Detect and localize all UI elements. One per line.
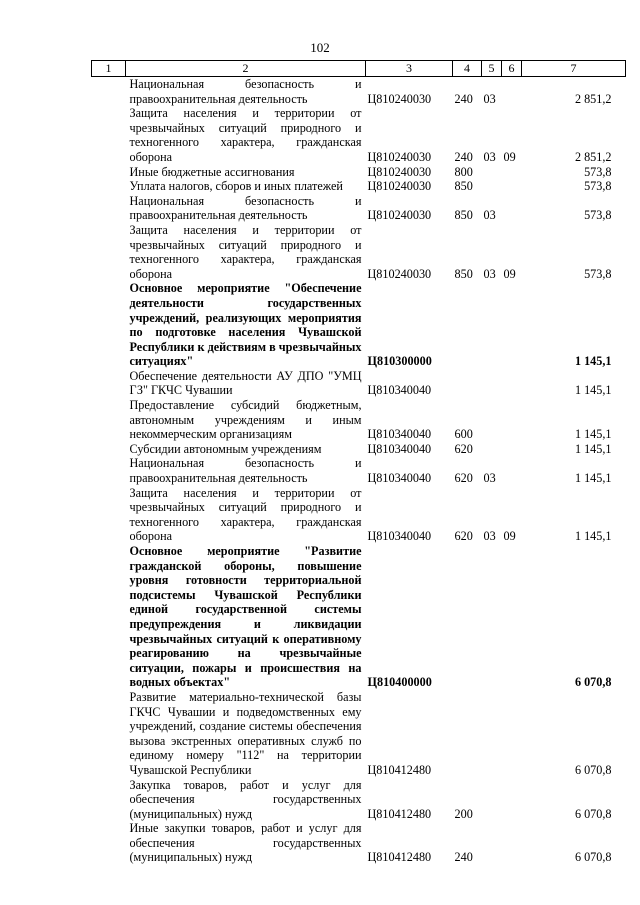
table-row [92,398,626,442]
table-row [92,486,626,544]
cell-subsection [502,778,522,822]
cell-col-1 [92,544,126,690]
cell-amount: 573,8 [584,266,612,281]
table-row [92,369,626,398]
cell-section: 03 [483,471,496,486]
cell-col-1 [92,77,126,107]
column-header: 6 [502,61,522,77]
cell-expense-type: 240 [454,149,473,164]
cell-name: Защита населения и территории от чрезвычайных ситуаций природного и техногенного характера, гражданская оборона [129,106,362,164]
cell-amount: 1 145,1 [574,471,612,486]
column-header: 5 [482,61,502,77]
cell-subsection [502,690,522,778]
cell-amount: 2 851,2 [574,149,612,164]
cell-amount: 1 145,1 [574,354,612,369]
table-row [92,179,626,194]
cell-col-1 [92,456,126,485]
cell-section: 03 [483,149,496,164]
cell-expense-type: 240 [454,91,473,106]
cell-target-code: Ц810412480 [367,806,432,821]
cell-subsection [502,194,522,223]
cell-name: Предоставление субсидий бюджетным, автономным учреждениям и иным некоммерческим организациям [129,398,362,442]
cell-amount: 1 145,1 [574,529,612,544]
cell-col-1 [92,281,126,369]
cell-subsection: 09 [503,266,516,281]
budget-table [91,60,626,865]
cell-amount: 2 851,2 [574,91,612,106]
cell-subsection [502,821,522,865]
cell-subsection: 09 [503,149,516,164]
cell-target-code: Ц810340040 [367,471,432,486]
cell-section [482,398,502,442]
cell-amount: 6 070,8 [574,806,612,821]
cell-subsection [502,398,522,442]
cell-amount: 6 070,8 [574,762,612,777]
cell-section [482,690,502,778]
cell-expense-type: 200 [454,806,473,821]
cell-col-1 [92,179,126,194]
cell-expense-type [453,690,482,778]
cell-expense-type: 620 [454,471,473,486]
table-row [92,165,626,180]
cell-amount: 6 070,8 [574,675,612,690]
cell-col-1 [92,778,126,822]
cell-target-code: Ц810240030 [367,266,432,281]
cell-col-1 [92,398,126,442]
table-row [92,778,626,822]
cell-col-1 [92,442,126,457]
cell-section [482,179,502,194]
cell-section: 03 [483,208,496,223]
cell-col-1 [92,486,126,544]
cell-target-code: Ц810240030 [367,179,432,194]
cell-name: Обеспечение деятельности АУ ДПО "УМЦ ГЗ" ГКЧС Чувашии [129,368,362,398]
cell-amount: 573,8 [584,179,612,194]
table-header-row [92,61,626,77]
cell-target-code: Ц810412480 [367,850,432,865]
column-header: 4 [453,61,482,77]
cell-col-1 [92,165,126,180]
cell-amount: 573,8 [584,164,612,179]
cell-col-1 [92,821,126,865]
cell-section: 03 [483,529,496,544]
cell-name: Субсидии автономным учреждениям [129,441,322,456]
cell-expense-type [453,369,482,398]
table-body [92,77,626,866]
cell-section [482,369,502,398]
cell-target-code: Ц810340040 [367,441,432,456]
cell-name: Национальная безопасность и правоохранительная деятельность [129,77,362,106]
cell-expense-type: 620 [454,441,473,456]
cell-section: 03 [483,91,496,106]
cell-expense-type: 850 [454,266,473,281]
cell-section [482,165,502,180]
cell-name: Развитие материально-технической базы ГКЧС Чувашии и подведомственных ему учреждений, создание системы обеспечения вызова экстренных оперативных служб по единому номеру "112" на территории Чувашской Республики [129,689,362,777]
cell-name: Иные закупки товаров, работ и услуг для обеспечения государственных (муниципальных) нужд [129,821,362,865]
cell-expense-type [453,281,482,369]
cell-expense-type [453,544,482,690]
cell-subsection [502,281,522,369]
cell-amount: 573,8 [584,208,612,223]
cell-section [482,778,502,822]
table-row [92,544,626,690]
cell-subsection [502,179,522,194]
cell-section [482,281,502,369]
cell-amount: 6 070,8 [574,850,612,865]
table-row [92,77,626,107]
cell-subsection [502,456,522,485]
cell-col-1 [92,194,126,223]
cell-expense-type: 850 [454,179,473,194]
cell-target-code: Ц810340040 [367,427,432,442]
column-header: 1 [92,61,126,77]
cell-section [482,544,502,690]
cell-expense-type: 600 [454,427,473,442]
cell-name: Основное мероприятие "Обеспечение деятельности государственных учреждений, реализующих мероприятия по подготовке населения Чувашской Республики к действиям в чрезвычайных ситуациях" [129,281,362,369]
cell-name: Защита населения и территории от чрезвычайных ситуаций природного и техногенного характера, гражданская оборона [129,485,362,544]
page-number: 102 [310,40,330,55]
cell-target-code: Ц810340040 [367,529,432,544]
cell-target-code: Ц810340040 [367,383,432,398]
table-row [92,223,626,281]
cell-section [482,821,502,865]
column-header: 2 [126,61,366,77]
cell-subsection [502,544,522,690]
cell-expense-type: 850 [454,208,473,223]
cell-name: Иные бюджетные ассигнования [129,164,295,179]
cell-subsection [502,77,522,107]
cell-amount: 1 145,1 [574,441,612,456]
cell-subsection [502,442,522,457]
table-row [92,442,626,457]
cell-col-1 [92,690,126,778]
column-header: 3 [366,61,453,77]
cell-col-1 [92,106,126,164]
cell-subsection [502,369,522,398]
cell-section: 03 [483,266,496,281]
cell-expense-type: 620 [454,529,473,544]
cell-amount: 1 145,1 [574,427,612,442]
cell-target-code: Ц810240030 [367,149,432,164]
cell-target-code: Ц810240030 [367,91,432,106]
cell-target-code: Ц810300000 [367,354,432,369]
cell-col-1 [92,223,126,281]
cell-target-code: Ц810240030 [367,208,432,223]
cell-subsection: 09 [503,529,516,544]
cell-name: Основное мероприятие "Развитие гражданской обороны, повышение уровня готовности территориальной подсистемы Чувашской Республики единой государственной системы предупреждения и ликвидации чрезвычайных ситуаций к оперативному реагированию на чрезвычайные ситуации, пожары и происшествия на водных объектах" [129,544,362,690]
cell-name: Национальная безопасность и правоохранительная деятельность [129,456,362,486]
table-row [92,821,626,865]
cell-expense-type: 240 [454,850,473,865]
table-row [92,690,626,778]
cell-section [482,442,502,457]
cell-expense-type: 800 [454,164,473,179]
cell-name: Закупка товаров, работ и услуг для обеспечения государственных (муниципальных) нужд [129,777,362,821]
cell-subsection [502,165,522,180]
cell-name: Национальная безопасность и правоохранительная деятельность [129,193,362,223]
table-row [92,106,626,164]
cell-col-1 [92,369,126,398]
cell-amount: 1 145,1 [574,383,612,398]
column-header: 7 [522,61,626,77]
cell-target-code: Ц810400000 [367,675,432,690]
table-row [92,281,626,369]
cell-target-code: Ц810240030 [367,164,432,179]
cell-name: Уплата налогов, сборов и иных платежей [129,179,343,194]
cell-name: Защита населения и территории от чрезвычайных ситуаций природного и техногенного характера, гражданская оборона [129,222,362,281]
table-row [92,456,626,485]
table-row [92,194,626,223]
cell-target-code: Ц810412480 [367,762,432,777]
